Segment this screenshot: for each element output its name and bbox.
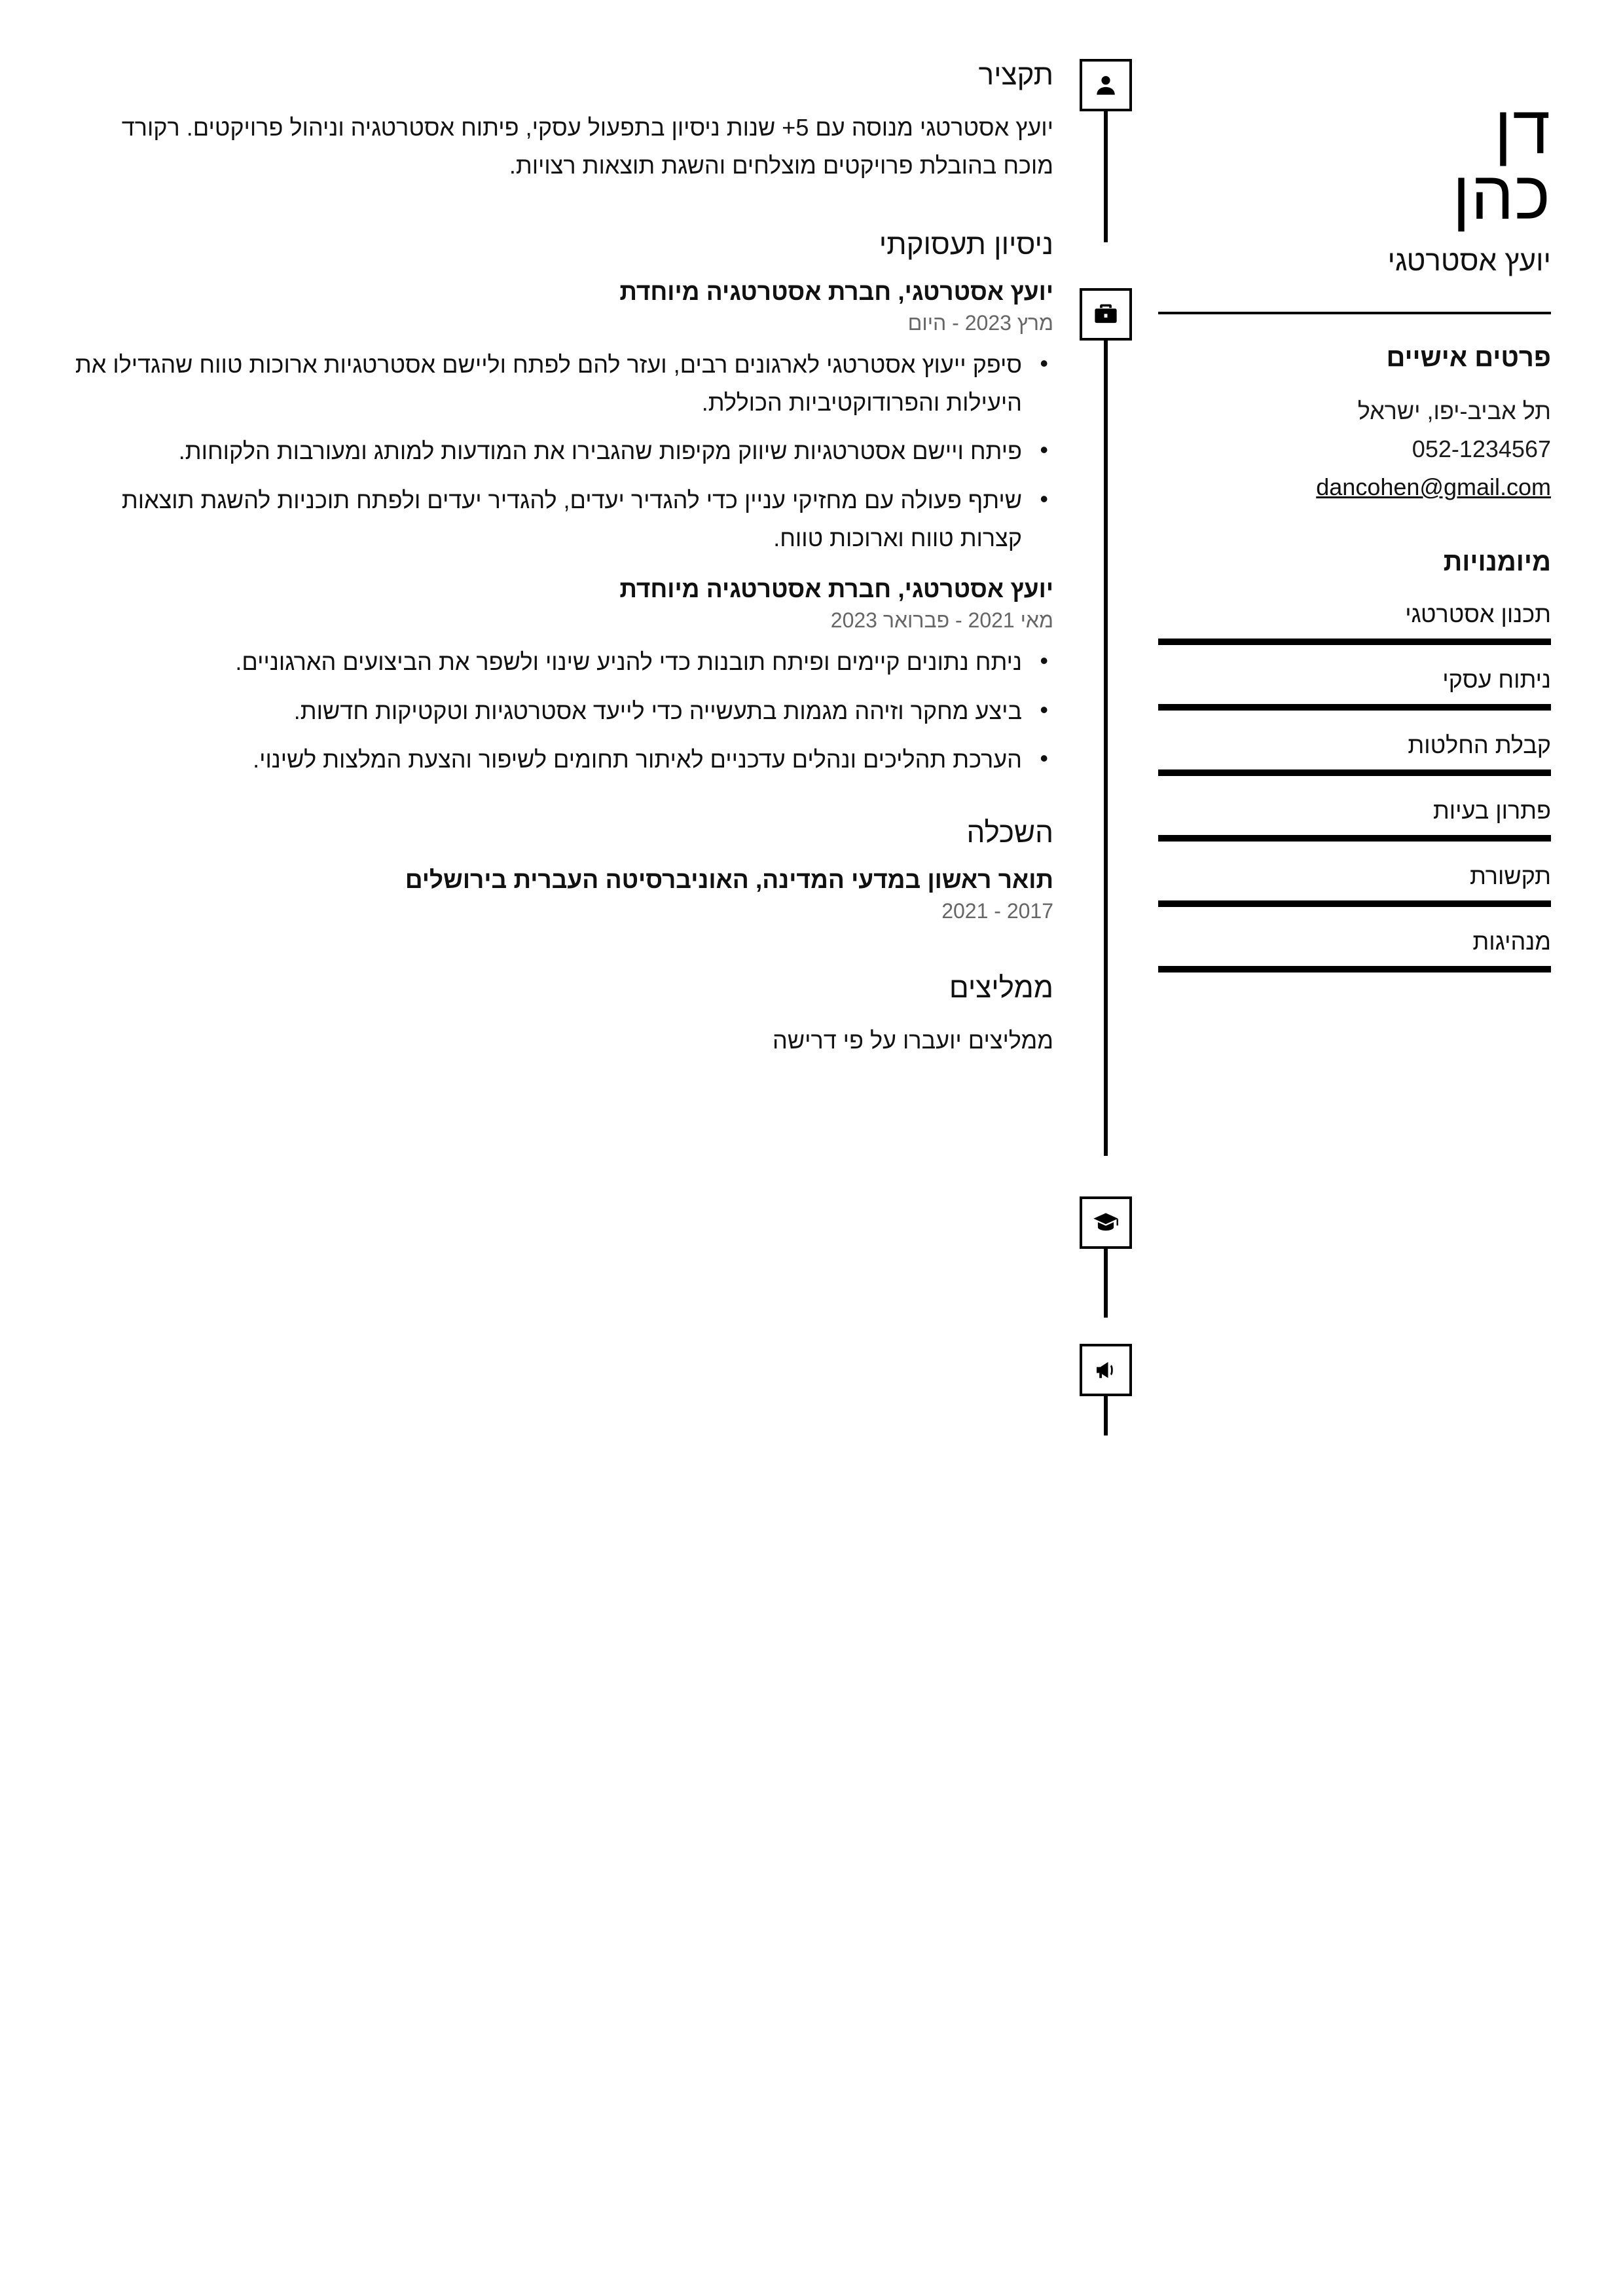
references-title: ממליצים [949, 972, 1053, 1005]
skill-level-bar [1158, 769, 1551, 776]
experience-entry [72, 278, 1053, 558]
skill-label: קבלת החלטות [1408, 731, 1551, 758]
job-bullet: • פיתח ויישם אסטרטגיות שיווק מקיפות שהגבירו את המודעות למותג ומעורבות הלקוחות. [72, 432, 1022, 470]
personal-details-heading: פרטים אישיים [1386, 343, 1551, 372]
job-bullet: • הערכת תהליכים ונהלים עדכניים לאיתור תחומים לשיפור והצעת המלצות לשינוי. [72, 741, 1022, 779]
timeline-line [1104, 1249, 1108, 1318]
main-content [72, 59, 1053, 1060]
education-degree: תואר ראשון במדעי המדינה, האוניברסיטה העברית בירושלים [405, 866, 1053, 894]
megaphone-icon [1080, 1344, 1132, 1396]
person-icon [1080, 59, 1132, 111]
timeline-item-references [1053, 1344, 1158, 1435]
skill-item [1158, 924, 1551, 972]
sidebar-divider [1158, 312, 1551, 314]
summary-section [72, 59, 1053, 185]
skill-level-bar [1158, 704, 1551, 711]
job-bullet: • ניתח נתונים קיימים ופיתח תובנות כדי להניע שינוי ולשפר את הביצועים הארגוניים. [72, 643, 1022, 681]
email-link[interactable]: dancohen@gmail.com [1316, 473, 1551, 501]
last-name: כהן [1452, 157, 1551, 234]
summary-title: תקציר [978, 59, 1053, 91]
timeline-item-education [1053, 1196, 1158, 1318]
name-block [1158, 92, 1551, 278]
briefcase-icon [1080, 288, 1132, 341]
first-name: דן [1494, 92, 1551, 168]
skill-level-bar [1158, 900, 1551, 907]
timeline [1053, 59, 1158, 1435]
graduation-cap-icon [1080, 1196, 1132, 1249]
references-text: ממליצים יועברו על פי דרישה [773, 1027, 1053, 1054]
timeline-line [1104, 341, 1108, 1156]
email-row [1158, 468, 1551, 506]
skill-item [1158, 662, 1551, 711]
skill-item [1158, 597, 1551, 645]
experience-title: ניסיון תעסוקתי [879, 228, 1053, 261]
timeline-column [1053, 59, 1158, 1435]
skill-label: ניתוח עסקי [1442, 665, 1551, 693]
references-section [72, 972, 1053, 1060]
address-text: תל אביב-יפו, ישראל [1357, 397, 1551, 424]
section-spacer [72, 185, 1053, 229]
education-dates: 2017 - 2021 [941, 899, 1053, 923]
skill-label: פתרון בעיות [1432, 796, 1551, 824]
skill-item [1158, 859, 1551, 907]
timeline-line [1104, 1396, 1108, 1435]
skills-section [1158, 547, 1551, 972]
skill-level-bar [1158, 966, 1551, 972]
job-bullet: • שיתף פעולה עם מחזיקי עניין כדי להגדיר יעדים, להגדיר יעדים ולפתח תוכניות להשגת תוצאות קצרות טווח וארוכות טווח. [72, 481, 1022, 558]
skill-label: תכנון אסטרטגי [1405, 600, 1551, 627]
experience-section [72, 229, 1053, 779]
skill-item [1158, 728, 1551, 776]
sidebar [1158, 59, 1551, 990]
job-bullet: • ביצע מחקר וזיהה מגמות בתעשייה כדי לייעד אסטרטגיות וטקטיקות חדשות. [72, 692, 1022, 730]
skill-level-bar [1158, 835, 1551, 842]
job-role: יועץ אסטרטגי, חברת אסטרטגיה מיוחדת [619, 576, 1053, 603]
job-dates: מרץ 2023 - היום [907, 310, 1053, 335]
personal-details-section [1158, 343, 1551, 507]
skill-label: תקשורת [1469, 862, 1551, 889]
headline-job-title: יועץ אסטרטגי [1387, 244, 1551, 277]
summary-text: יועץ אסטרטגי מנוסה עם 5+ שנות ניסיון בתפעול עסקי, פיתוח אסטרטגיה וניהול פרויקטים. רקורד מוכח בהובלת פרויקטים מוצלחים והשגת תוצאות רצויות. [121, 114, 1053, 179]
job-role: יועץ אסטרטגי, חברת אסטרטגיה מיוחדת [619, 278, 1053, 305]
skills-heading: מיומנויות [1443, 547, 1551, 576]
education-title: השכלה [966, 817, 1053, 849]
education-section [72, 817, 1053, 923]
timeline-item-summary [1053, 59, 1158, 242]
job-dates: מאי 2021 - פברואר 2023 [830, 608, 1053, 633]
timeline-line [1104, 111, 1108, 242]
skill-label: מנהיגות [1472, 927, 1551, 955]
job-bullet-list [72, 346, 1053, 558]
job-bullet: • סיפק ייעוץ אסטרטגי לארגונים רבים, ועזר להם לפתח וליישם אסטרטגיות ארוכות טווח שהגדילו את היעילות והפרודוקטיביות הכוללת. [72, 346, 1022, 422]
section-spacer [72, 923, 1053, 972]
timeline-item-experience [1053, 288, 1158, 1156]
skill-level-bar [1158, 639, 1551, 645]
job-bullet-list [72, 643, 1053, 779]
skill-item [1158, 793, 1551, 842]
experience-entry [72, 576, 1053, 779]
phone-text: 052-1234567 [1412, 435, 1551, 462]
section-spacer [72, 797, 1053, 817]
